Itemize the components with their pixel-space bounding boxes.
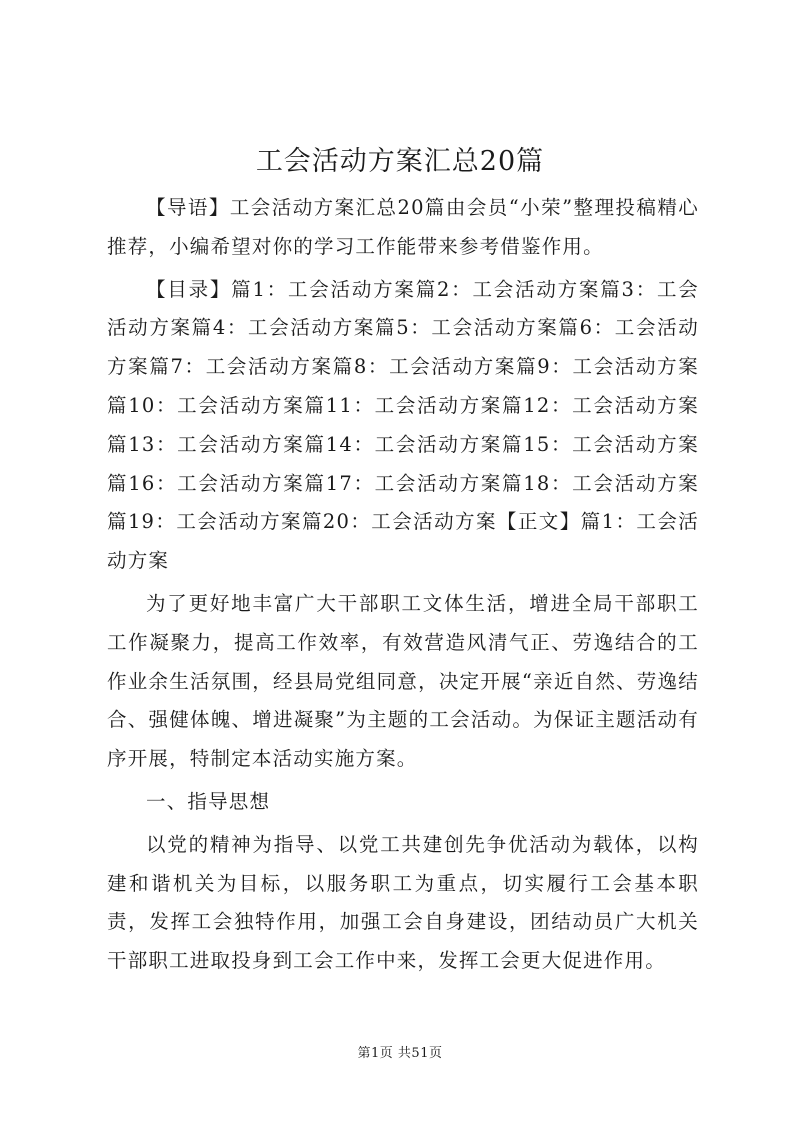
document-title: 工会活动方案汇总20篇 — [255, 146, 545, 177]
document-body — [107, 189, 699, 981]
purpose-paragraph: 为了更好地丰富广大干部职工文体生活，增进全局干部职工工作凝聚力，提高工作效率，有效营造风清气正、劳逸结合的工作业余生活氛围，经县局党组同意，决定开展“亲近自然、劳逸结合、强健体魄、增进凝聚”为主题的工会活动。为保证主题活动有序开展，特制定本活动实施方案。 — [107, 591, 699, 771]
toc-paragraph: 【目录】篇1：工会活动方案篇2：工会活动方案篇3：工会活动方案篇4：工会活动方案篇5：工会活动方案篇6：工会活动方案篇7：工会活动方案篇8：工会活动方案篇9：工会活动方案篇10：工会活动方案篇11：工会活动方案篇12：工会活动方案篇13：工会活动方案篇14：工会活动方案篇15：工会活动方案篇16：工会活动方案篇17：工会活动方案篇18：工会活动方案篇19：工会活动方案篇20：工会活动方案【正文】篇1：工会活动方案 — [107, 277, 699, 573]
section-heading-guiding-ideology: 一、指导思想 — [146, 789, 271, 813]
page-footer: 第1页 共51页 — [357, 1046, 443, 1061]
section-body-guiding-ideology: 以党的精神为指导、以党工共建创先争优活动为载体，以构建和谐机关为目标，以服务职工为重点，切实履行工会基本职责，发挥工会独特作用，加强工会自身建设，团结动员广大机关干部职工进取投身到工会工作中来，发挥工会更大促进作用。 — [107, 832, 699, 973]
intro-paragraph: 【导语】工会活动方案汇总20篇由会员“小荣”整理投稿精心推荐，小编希望对你的学习工作能带来参考借鉴作用。 — [107, 196, 699, 258]
